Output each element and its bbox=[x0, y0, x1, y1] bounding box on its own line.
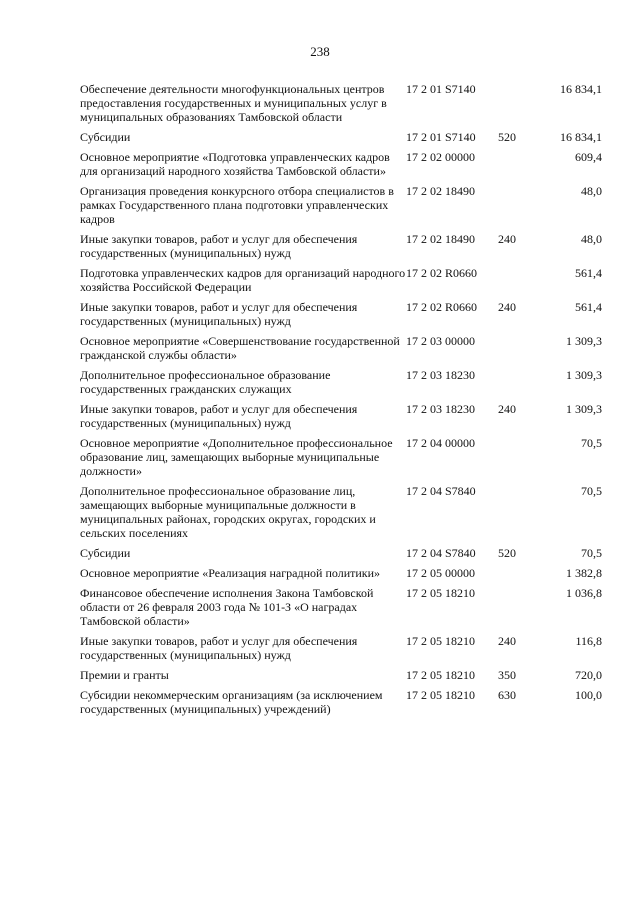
expense-type-code: 520 bbox=[498, 130, 516, 144]
target-article-code: 17 2 02 R0660 bbox=[406, 266, 478, 280]
expense-name: Иные закупки товаров, работ и услуг для обеспечения государственных (муниципальных) нужд bbox=[80, 634, 358, 662]
target-article-code: 17 2 03 18230 bbox=[406, 368, 475, 382]
amount: 1 309,3 bbox=[566, 402, 602, 416]
target-article-code: 17 2 04 00000 bbox=[406, 436, 475, 450]
table-row bbox=[80, 266, 602, 300]
expense-type-code: 630 bbox=[498, 688, 516, 702]
table-row bbox=[80, 368, 602, 402]
expense-type-code: 240 bbox=[498, 300, 516, 314]
target-article-code: 17 2 05 18210 bbox=[406, 688, 475, 702]
target-article-code: 17 2 01 S7140 bbox=[406, 130, 476, 144]
table-row bbox=[80, 484, 602, 546]
expense-type-code bbox=[498, 266, 538, 300]
expense-name: Основное мероприятие «Дополнительное профессиональное образование лиц, замещающих выборные муниципальные должности» bbox=[80, 436, 393, 478]
expense-name: Финансовое обеспечение исполнения Закона Тамбовской области от 26 февраля 2003 года № 101-З «О наградах Тамбовской области» bbox=[80, 586, 374, 628]
expense-type-code bbox=[498, 586, 538, 634]
budget-table-body bbox=[80, 82, 602, 722]
amount: 1 309,3 bbox=[566, 368, 602, 382]
expense-type-code bbox=[498, 184, 538, 232]
table-row bbox=[80, 130, 602, 150]
table-row bbox=[80, 334, 602, 368]
table-row bbox=[80, 402, 602, 436]
table-row bbox=[80, 546, 602, 566]
amount: 720,0 bbox=[575, 668, 602, 682]
amount: 561,4 bbox=[575, 266, 602, 280]
target-article-code: 17 2 03 18230 bbox=[406, 402, 475, 416]
amount: 116,8 bbox=[575, 634, 602, 648]
expense-type-code bbox=[498, 436, 538, 484]
expense-type-code bbox=[498, 82, 538, 130]
target-article-code: 17 2 05 18210 bbox=[406, 634, 475, 648]
amount: 48,0 bbox=[581, 232, 602, 246]
target-article-code: 17 2 05 18210 bbox=[406, 668, 475, 682]
expense-name: Основное мероприятие «Реализация наградной политики» bbox=[80, 566, 381, 580]
table-row bbox=[80, 668, 602, 688]
table-row bbox=[80, 436, 602, 484]
expense-name: Основное мероприятие «Совершенствование государственной гражданской службы области» bbox=[80, 334, 400, 362]
target-article-code: 17 2 01 S7140 bbox=[406, 82, 476, 96]
expense-name: Организация проведения конкурсного отбора специалистов в рамках Государственного плана подготовки управленческих кадров bbox=[80, 184, 394, 226]
expense-type-code: 350 bbox=[498, 668, 516, 682]
table-row bbox=[80, 150, 602, 184]
expense-name: Обеспечение деятельности многофункциональных центров предоставления государственных и муниципальных услуг в муниципальных образованиях Тамбовской области bbox=[80, 82, 387, 124]
target-article-code: 17 2 05 18210 bbox=[406, 586, 475, 600]
amount: 48,0 bbox=[581, 184, 602, 198]
amount: 1 382,8 bbox=[566, 566, 602, 580]
table-row bbox=[80, 232, 602, 266]
expense-type-code bbox=[498, 150, 538, 184]
table-row bbox=[80, 566, 602, 586]
expense-name: Дополнительное профессиональное образование лиц, замещающих выборные муниципальные должности в муниципальных районах, городских округах, городских и сельских поселениях bbox=[80, 484, 376, 540]
expense-name: Премии и гранты bbox=[80, 668, 169, 682]
amount: 100,0 bbox=[575, 688, 602, 702]
table-row bbox=[80, 688, 602, 722]
table-row bbox=[80, 634, 602, 668]
expense-type-code: 240 bbox=[498, 634, 516, 648]
table-row bbox=[80, 300, 602, 334]
expense-name: Основное мероприятие «Подготовка управленческих кадров для организаций народного хозяйства Тамбовской области» bbox=[80, 150, 390, 178]
expense-type-code: 520 bbox=[498, 546, 516, 560]
expense-name: Подготовка управленческих кадров для организаций народного хозяйства Российской Федерации bbox=[80, 266, 406, 294]
amount: 561,4 bbox=[575, 300, 602, 314]
budget-table bbox=[80, 82, 602, 722]
amount: 16 834,1 bbox=[560, 82, 602, 96]
target-article-code: 17 2 02 R0660 bbox=[406, 300, 478, 314]
target-article-code: 17 2 04 S7840 bbox=[406, 484, 476, 498]
amount: 609,4 bbox=[575, 150, 602, 164]
amount: 70,5 bbox=[581, 436, 602, 450]
expense-type-code: 240 bbox=[498, 232, 516, 246]
amount: 70,5 bbox=[581, 484, 602, 498]
amount: 1 309,3 bbox=[566, 334, 602, 348]
expense-type-code: 240 bbox=[498, 402, 516, 416]
amount: 70,5 bbox=[581, 546, 602, 560]
target-article-code: 17 2 02 18490 bbox=[406, 184, 475, 198]
amount: 16 834,1 bbox=[560, 130, 602, 144]
expense-name: Субсидии некоммерческим организациям (за исключением государственных (муниципальных) учреждений) bbox=[80, 688, 383, 716]
expense-type-code bbox=[498, 334, 538, 368]
expense-type-code bbox=[498, 368, 538, 402]
expense-name: Дополнительное профессиональное образование государственных гражданских служащих bbox=[80, 368, 331, 396]
expense-name: Иные закупки товаров, работ и услуг для обеспечения государственных (муниципальных) нужд bbox=[80, 300, 358, 328]
table-row bbox=[80, 82, 602, 130]
expense-name: Иные закупки товаров, работ и услуг для обеспечения государственных (муниципальных) нужд bbox=[80, 402, 358, 430]
page-number: 238 bbox=[310, 44, 330, 59]
target-article-code: 17 2 02 18490 bbox=[406, 232, 475, 246]
expense-name: Субсидии bbox=[80, 130, 131, 144]
expense-type-code bbox=[498, 566, 538, 586]
table-row bbox=[80, 184, 602, 232]
expense-name: Иные закупки товаров, работ и услуг для обеспечения государственных (муниципальных) нужд bbox=[80, 232, 358, 260]
target-article-code: 17 2 02 00000 bbox=[406, 150, 475, 164]
target-article-code: 17 2 04 S7840 bbox=[406, 546, 476, 560]
target-article-code: 17 2 05 00000 bbox=[406, 566, 475, 580]
target-article-code: 17 2 03 00000 bbox=[406, 334, 475, 348]
table-row bbox=[80, 586, 602, 634]
expense-type-code bbox=[498, 484, 538, 546]
amount: 1 036,8 bbox=[566, 586, 602, 600]
expense-name: Субсидии bbox=[80, 546, 131, 560]
